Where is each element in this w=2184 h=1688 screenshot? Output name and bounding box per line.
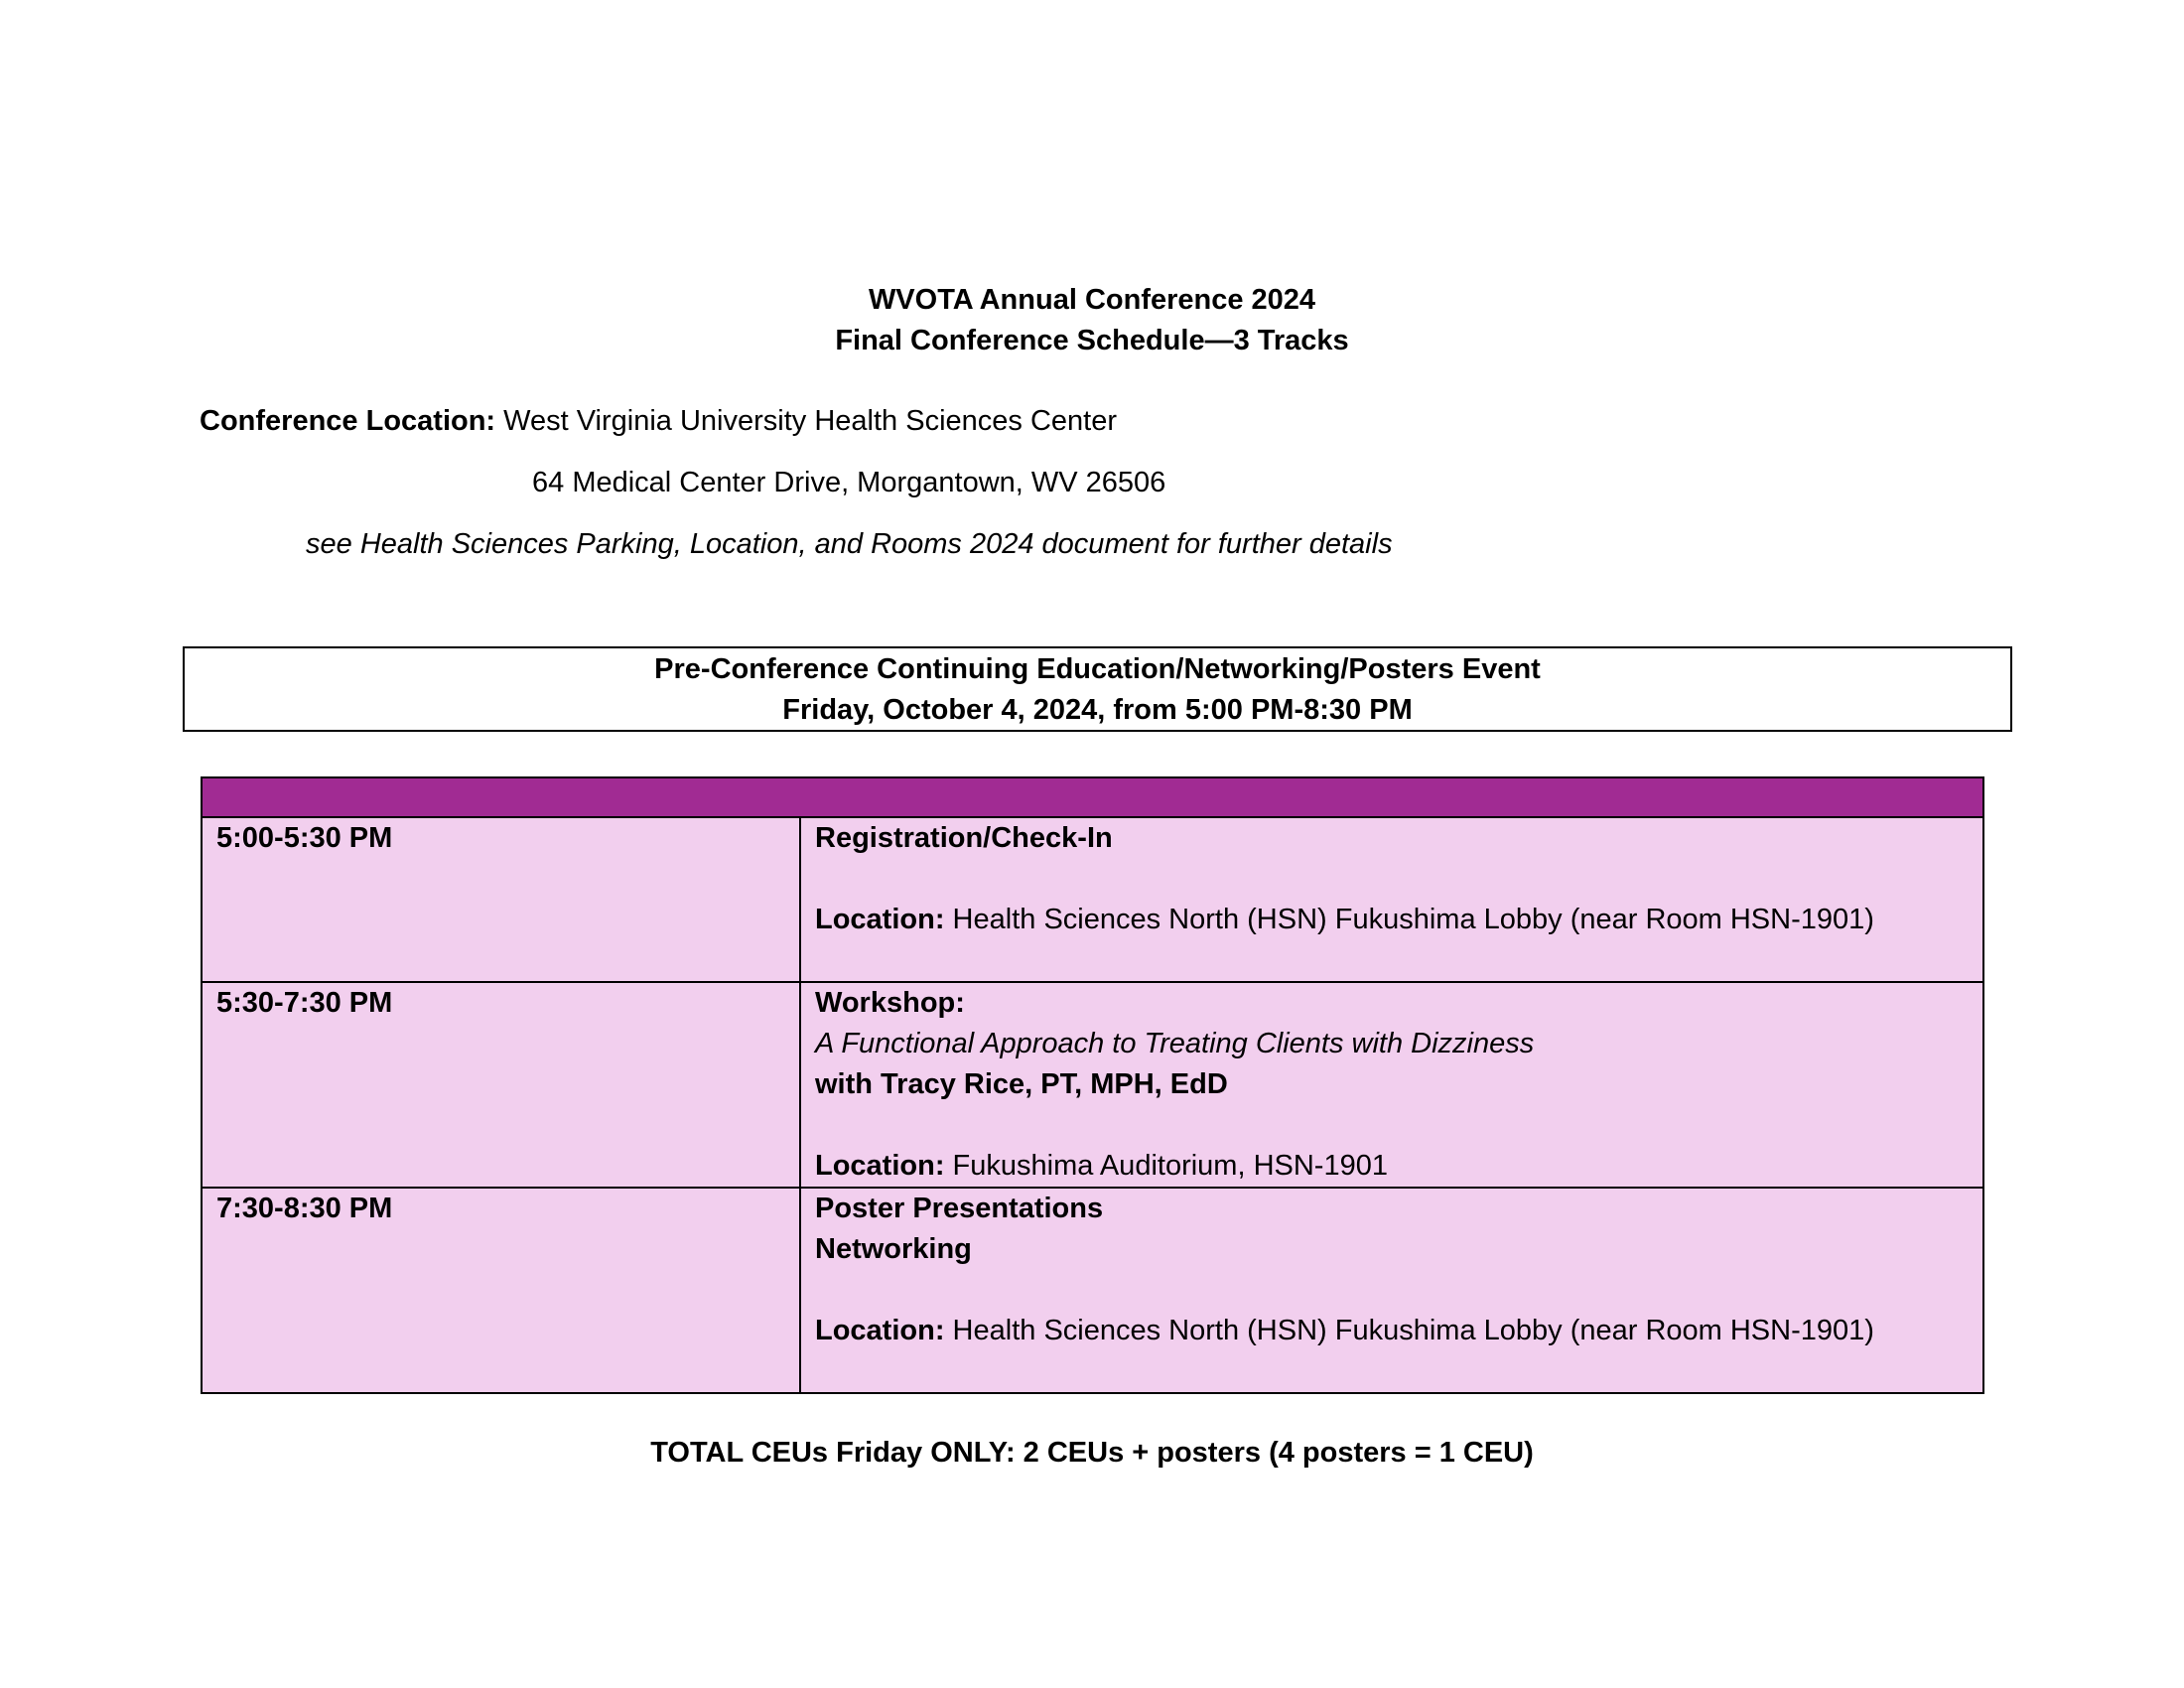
event-cell bbox=[800, 817, 1983, 982]
presenter: with Tracy Rice, PT, MPH, EdD bbox=[815, 1068, 1228, 1100]
time-cell: 5:00-5:30 PM bbox=[202, 817, 800, 982]
total-ceus: TOTAL CEUs Friday ONLY: 2 CEUs + posters (4 posters = 1 CEU) bbox=[650, 1437, 1534, 1469]
schedule-table bbox=[201, 776, 1984, 1394]
time-cell: 7:30-8:30 PM bbox=[202, 1188, 800, 1393]
location-value: Health Sciences North (HSN) Fukushima Lobby (near Room HSN-1901) bbox=[944, 1315, 1874, 1346]
spacer bbox=[815, 1105, 1969, 1146]
event-title-secondary: Networking bbox=[815, 1233, 972, 1265]
document-title-block bbox=[0, 280, 2184, 361]
event-title: Registration/Check-In bbox=[815, 822, 1113, 854]
parking-note: see Health Sciences Parking, Location, and Rooms 2024 document for further details bbox=[306, 528, 1393, 560]
pre-conference-box bbox=[183, 646, 2012, 732]
schedule-header-row bbox=[202, 777, 1983, 817]
location-value: Health Sciences North (HSN) Fukushima Lobby (near Room HSN-1901) bbox=[944, 904, 1874, 935]
event-cell bbox=[800, 982, 1983, 1188]
conference-location-label: Conference Location: bbox=[200, 405, 496, 437]
conference-address: 64 Medical Center Drive, Morgantown, WV 26506 bbox=[532, 467, 1166, 498]
schedule-subtitle: Final Conference Schedule—3 Tracks bbox=[835, 325, 1349, 356]
location-label: Location: bbox=[815, 1315, 945, 1346]
pre-conference-title: Pre-Conference Continuing Education/Networking/Posters Event bbox=[654, 653, 1541, 685]
location-label: Location: bbox=[815, 1150, 945, 1182]
event-location bbox=[815, 1146, 1969, 1187]
table-row bbox=[202, 982, 1983, 1188]
event-location bbox=[815, 1311, 1969, 1351]
event-location bbox=[815, 900, 1969, 940]
conference-title: WVOTA Annual Conference 2024 bbox=[868, 284, 1316, 316]
workshop-title: A Functional Approach to Treating Clients with Dizziness bbox=[815, 1028, 1535, 1059]
conference-venue: West Virginia University Health Sciences Center bbox=[495, 405, 1118, 437]
event-cell bbox=[800, 1188, 1983, 1393]
spacer bbox=[815, 859, 1969, 900]
schedule-header-bar bbox=[202, 777, 1983, 817]
location-value: Fukushima Auditorium, HSN-1901 bbox=[944, 1150, 1388, 1182]
event-title: Workshop: bbox=[815, 987, 965, 1019]
event-title: Poster Presentations bbox=[815, 1193, 1104, 1224]
conference-location bbox=[200, 403, 1117, 439]
table-row bbox=[202, 817, 1983, 982]
table-row bbox=[202, 1188, 1983, 1393]
time-cell: 5:30-7:30 PM bbox=[202, 982, 800, 1188]
spacer bbox=[815, 1270, 1969, 1311]
location-label: Location: bbox=[815, 904, 945, 935]
pre-conference-date: Friday, October 4, 2024, from 5:00 PM-8:30 PM bbox=[782, 694, 1413, 726]
